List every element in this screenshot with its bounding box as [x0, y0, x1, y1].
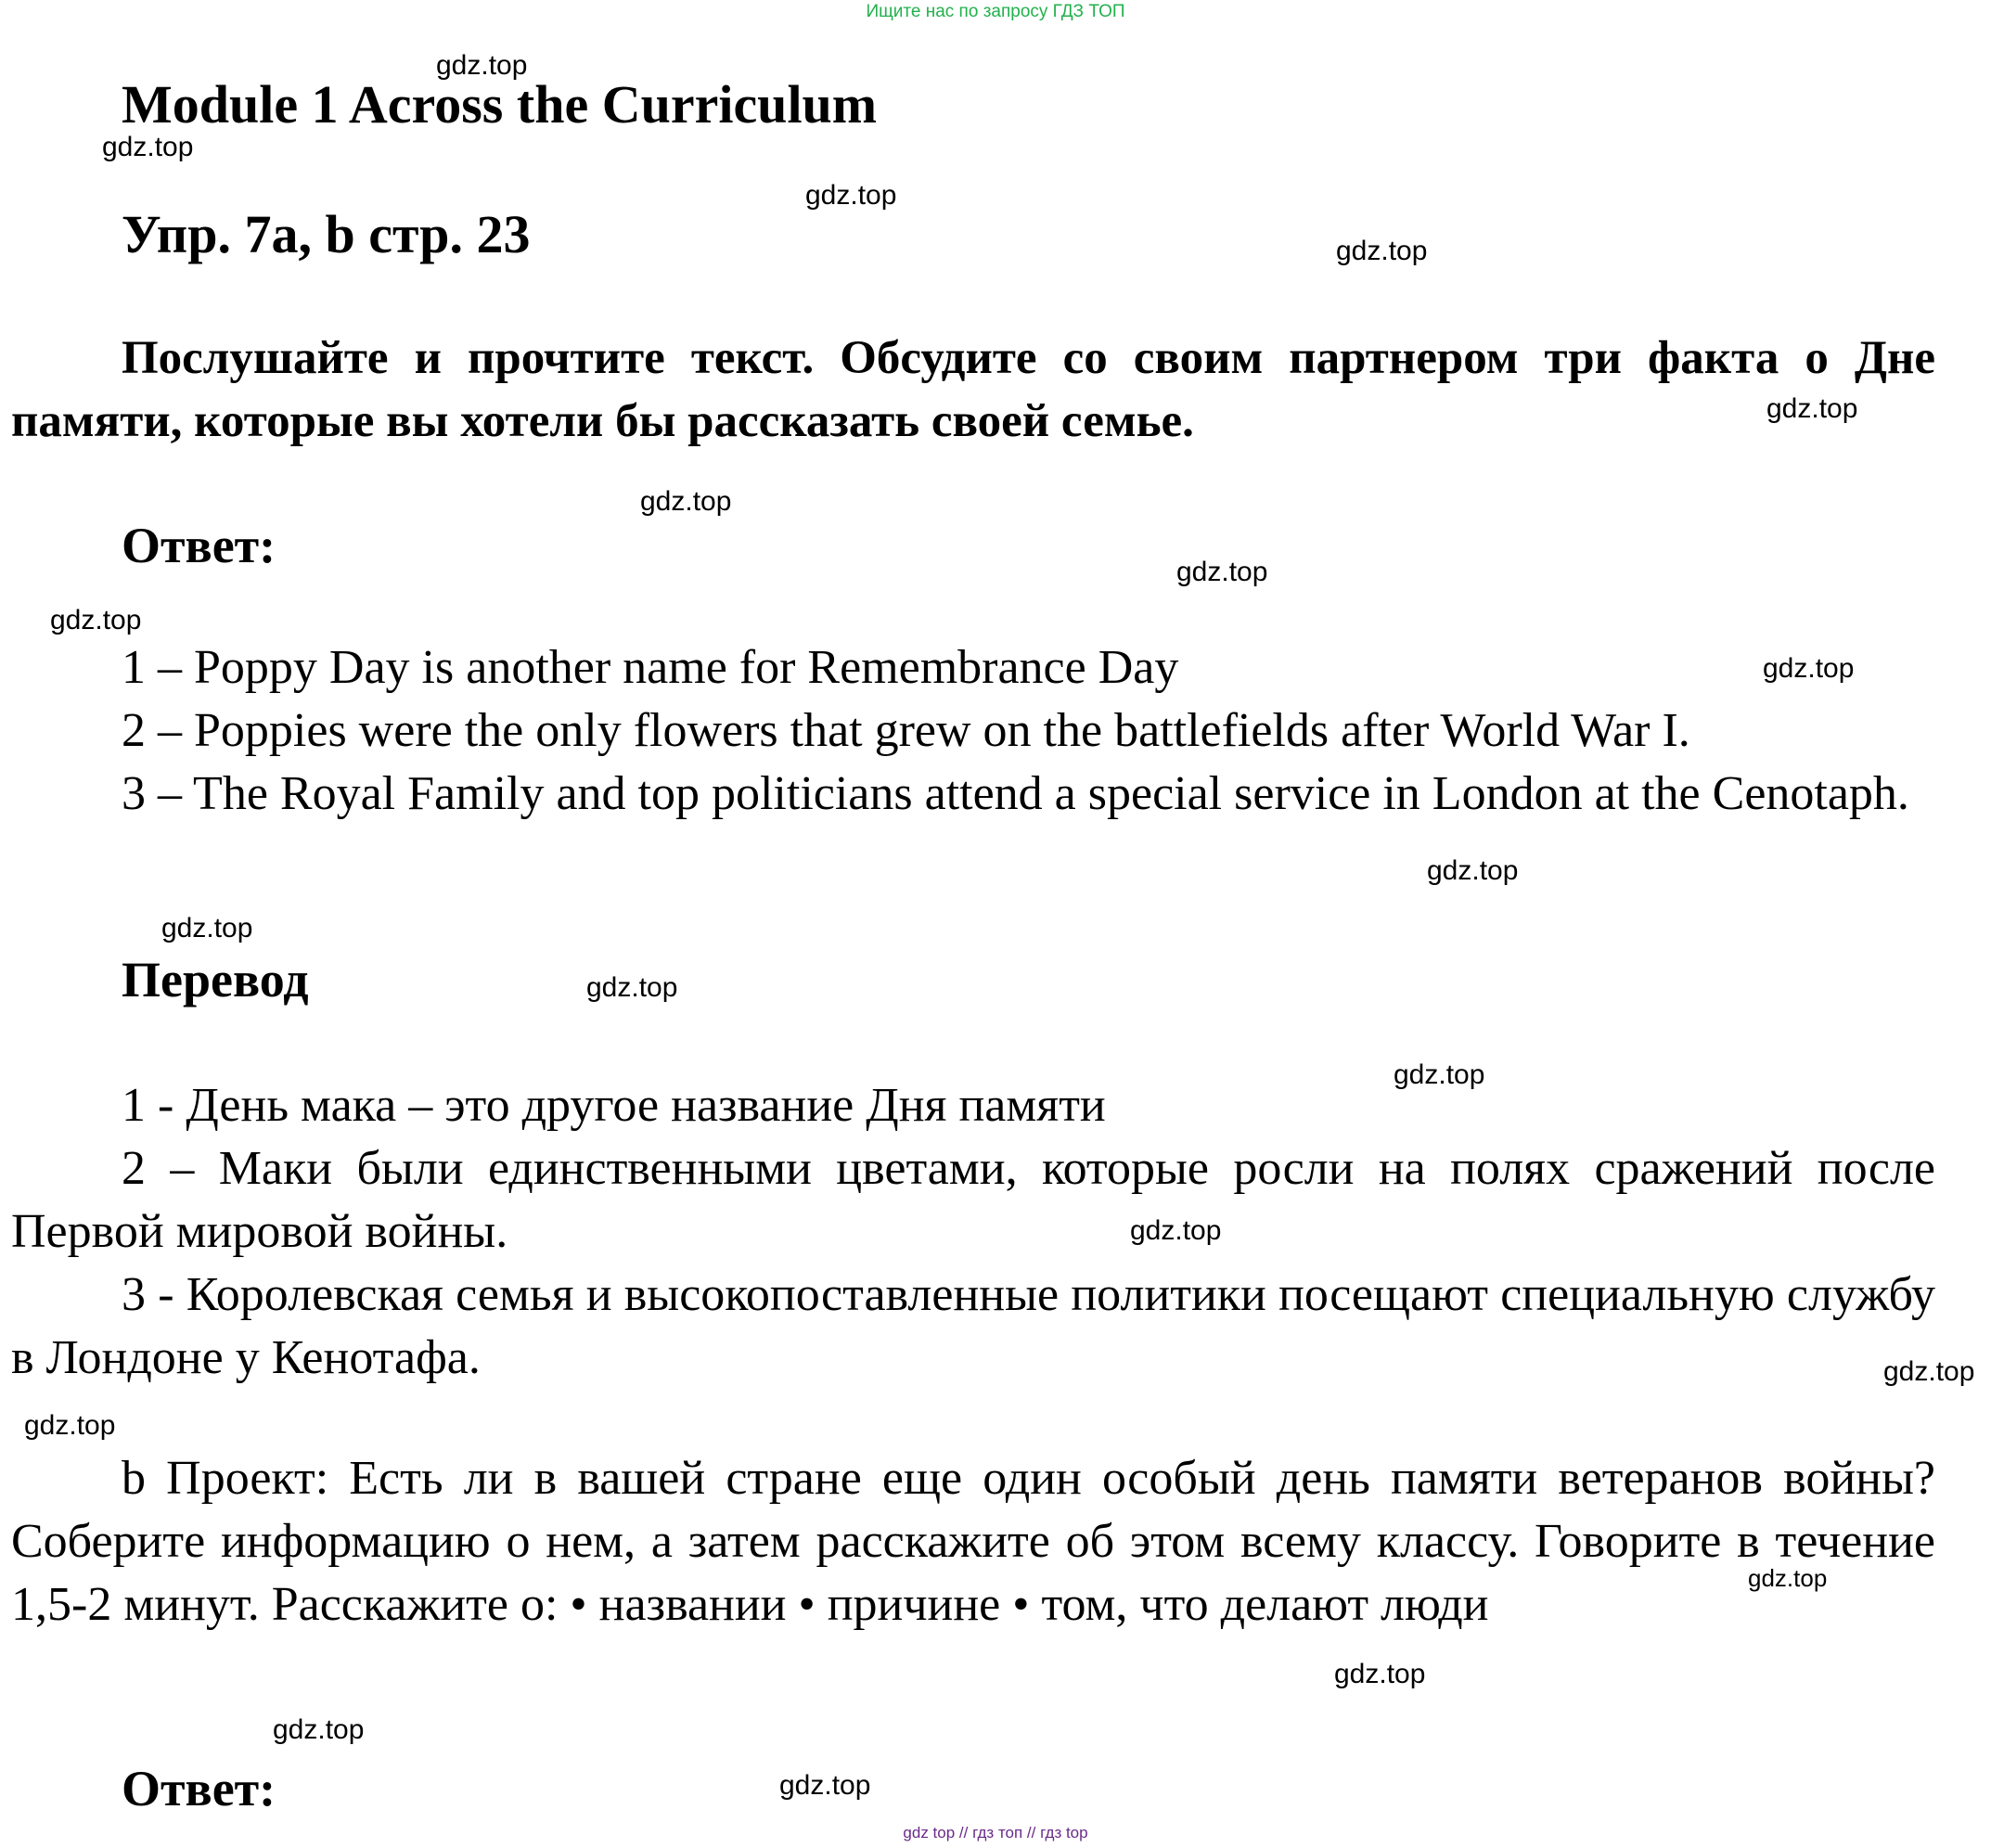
- translation-list: [11, 1074, 1935, 1390]
- watermark-text: gdz.top: [24, 1410, 116, 1441]
- watermark-text: gdz.top: [779, 1770, 871, 1801]
- watermark-text: gdz.top: [161, 913, 253, 943]
- watermark-text: gdz.top: [273, 1714, 365, 1745]
- search-hint-banner: Ищите нас по запросу ГДЗ ТОП: [866, 2, 1125, 21]
- answer-item: 1 – Poppy Day is another name for Remembrance Day: [122, 641, 1179, 694]
- task-text: Послушайте и прочтите текст. Обсудите со своим партнером три факта о Дне памяти, которые вы хотели бы рассказать своей семье.: [11, 332, 1935, 447]
- watermark-text: gdz.top: [102, 132, 194, 162]
- exercise-reference: Упр. 7a, b стр. 23: [122, 204, 531, 264]
- project-task: [11, 1447, 1935, 1636]
- watermark-text: gdz.top: [1336, 236, 1428, 266]
- watermark-text: gdz.top: [50, 605, 142, 635]
- watermark-text: gdz.top: [1766, 393, 1858, 424]
- answer-heading: Ответ:: [122, 518, 276, 573]
- footer-watermark: gdz top // гдз топ // гдз top: [903, 1824, 1088, 1842]
- watermark-text: gdz.top: [1763, 653, 1855, 684]
- translation-item: 2 – Маки были единственными цветами, которые росли на полях сражений после Первой мировой войны.: [11, 1142, 1935, 1258]
- answer-item: 3 – The Royal Family and top politicians attend a special service in London at the Cenotaph.: [122, 767, 1909, 820]
- watermark-text: gdz.top: [436, 50, 528, 81]
- watermark-text: gdz.top: [805, 180, 897, 211]
- watermark-text: gdz.top: [586, 972, 678, 1003]
- translation-item: 1 - День мака – это другое название Дня памяти: [122, 1079, 1106, 1132]
- task-instructions: [11, 327, 1935, 453]
- project-task-text: b Проект: Есть ли в вашей стране еще один особый день памяти ветеранов войны? Соберите информацию о нем, а затем расскажите об этом всему классу. Говорите в течение 1,5-2 минут. Расскажите о: • названии • причине • том, что делают люди: [11, 1452, 1935, 1631]
- watermark-text: gdz.top: [1748, 1564, 1828, 1592]
- answer-item: 2 – Poppies were the only flowers that grew on the battlefields after World War I.: [122, 704, 1690, 757]
- watermark-text: gdz.top: [1130, 1215, 1222, 1246]
- translation-heading: Перевод: [122, 952, 309, 1007]
- answer-list: [11, 636, 1935, 826]
- watermark-text: gdz.top: [1394, 1059, 1485, 1090]
- watermark-text: gdz.top: [640, 486, 732, 517]
- watermark-text: gdz.top: [1334, 1659, 1426, 1689]
- watermark-text: gdz.top: [1883, 1356, 1975, 1387]
- module-title: Module 1 Across the Curriculum: [122, 74, 878, 135]
- answer-heading-2: Ответ:: [122, 1761, 276, 1816]
- watermark-text: gdz.top: [1427, 855, 1519, 886]
- translation-item: 3 - Королевская семья и высокопоставленные политики посещают специальную службу в Лондоне у Кенотафа.: [11, 1268, 1935, 1384]
- watermark-text: gdz.top: [1176, 557, 1268, 587]
